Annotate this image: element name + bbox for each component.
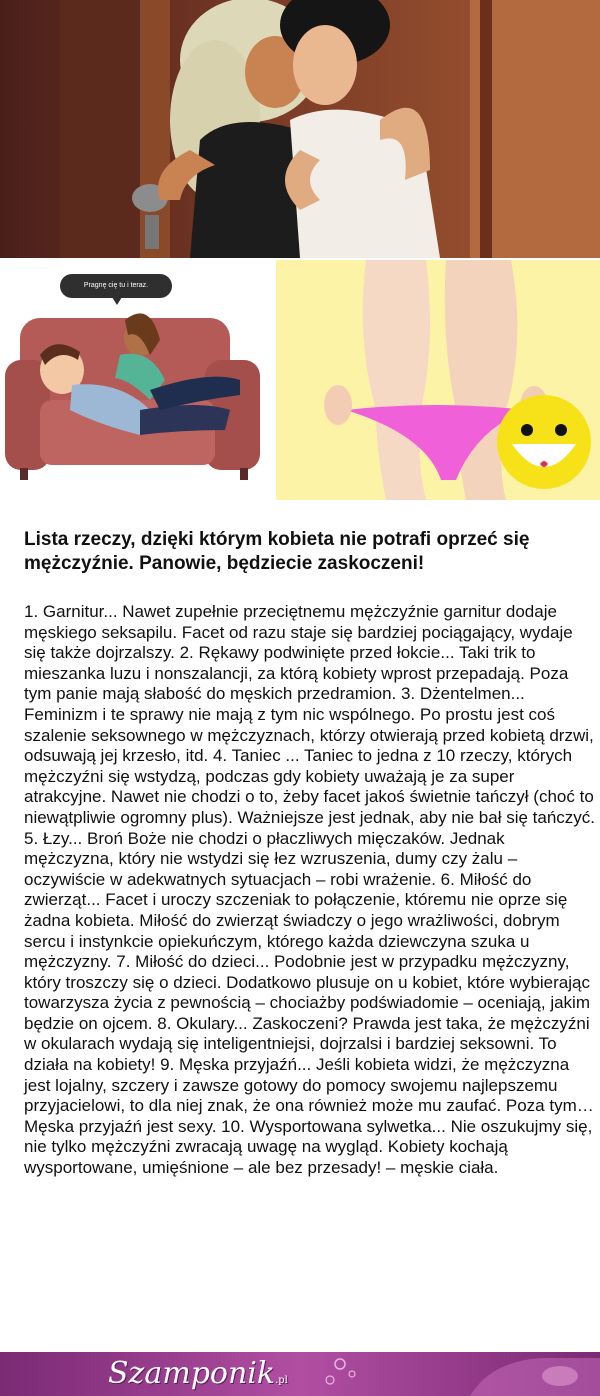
footer-brand-bar bbox=[0, 1352, 600, 1396]
site-logo-link[interactable] bbox=[108, 1356, 328, 1392]
smiley-face-icon bbox=[494, 392, 594, 492]
article-title: Lista rzeczy, dzięki którym kobieta nie potrafi oprzeć się mężczyźnie. Panowie, będziecie zaskoczeni! bbox=[24, 529, 530, 574]
site-logo-text: Szamponik bbox=[108, 1356, 276, 1391]
couple-kissing-illustration bbox=[0, 0, 600, 258]
article-body: 1. Garnitur... Nawet zupełnie przeciętnemu mężczyźnie garnitur dodaje męskiego seksapilu. Facet od razu staje się bardziej pociągający, wydaje się także dojrzalszy. 2. Rękawy podwinięte przed łokcie... Taki trik to mieszanka luzu i nonszalancji, za którą kobiety wprost przepadają. Poza tym panie mają słabość do męskich przedramion. 3. Dżentelmen... Feminizm i te sprawy nie mają z tym nic wspólnego. Po prostu jest coś szalenie seksownego w mężczyznach, którzy otwierają przed kobietą drzwi, odsuwają jej krzesło, itd. 4. Taniec ... Taniec to jedna z 10 rzeczy, których mężczyźni się wstydzą, podczas gdy kobiety uważają je za super atrakcyjne. Nawet nie chodzi o to, żeby facet jakoś świetnie tańczył (choć to niewątpliwie ogromny plus). Ważniejsze jest jednak, aby nie bał się tańczyć. 5. Łzy... Broń Boże nie chodzi o płaczliwych mięczaków. Jednak mężczyzna, który nie wstydzi się łez wzruszenia, dumy czy żalu – oczywiście w adekwatnych sytuacjach – robi wrażenie. 6. Miłość do zwierząt... Facet i uroczy szczeniak to połączenie, któremu nie oprze się żadna kobieta. Miłość do zwierząt świadczy o jego wrażliwości, dobrym sercu i instynkcie opiekuńczym, którego każda dziewczyna szuka u mężczyzny. 7. Miłość do dzieci... Podobnie jest w przypadku mężczyzny, który troszczy się o dzieci. Dodatkowo plusuje on u kobiet, które wybierając towarzysza życia z pewnością – chociażby podświadomie – oceniają, jakim będzie on ojcem. 8. Okulary... Zaskoczeni? Prawda jest taka, że mężczyźni w okularach wydają się inteligentniejsi, dojrzalsi i bardziej seksowni. To działa na kobiety! 9. Męska przyjaźń... Jeśli kobieta widzi, że mężczyzna jest lojalny, szczery i zawsze gotowy do pomocy swojemu najlepszemu przyjacielowi, to dla niej znak, że ona również może mu zaufać. Poza tym… Męska przyjaźń jest sexy. 10. Wysportowana sylwetka... Nie oszukujmy się, nie tylko mężczyźni zwracają uwagę na wygląd. Kobiety kochają wysportowane, umięśnione – ale bez przesady! – męskie ciała. bbox=[24, 602, 596, 1178]
site-logo-tld: .pl bbox=[275, 1375, 288, 1386]
underwear-illustration bbox=[276, 260, 600, 500]
speech-bubble: Pragnę cię tu i teraz. bbox=[60, 274, 172, 298]
couple-on-sofa-illustration bbox=[0, 260, 272, 500]
